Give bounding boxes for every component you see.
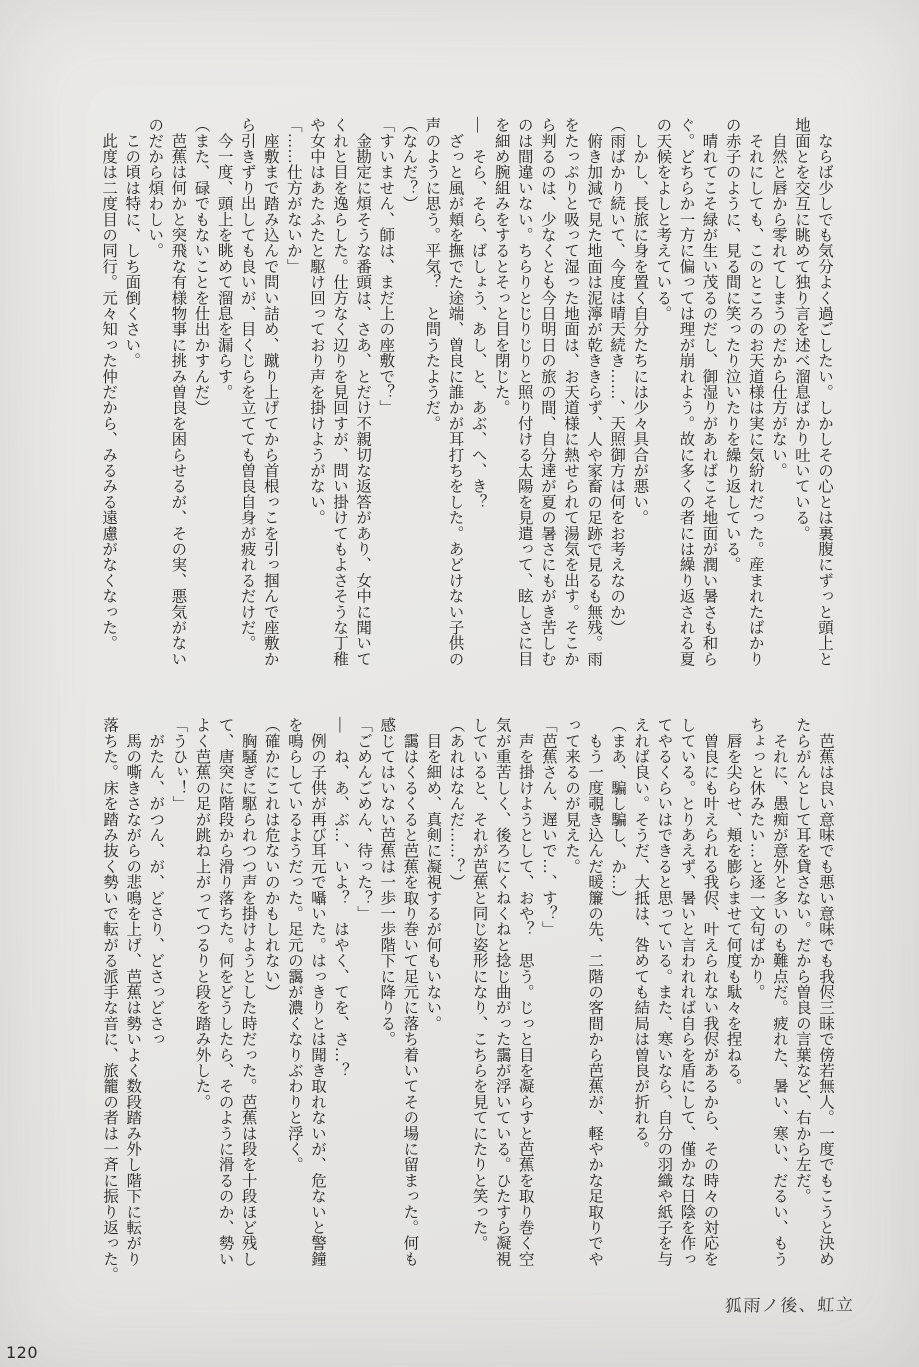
text-line: 「ごめんごめん、待った？」: [355, 717, 373, 922]
text-line: 落ちた。床を踏み抜く勢いで転がる派手な音に、旅籠の者は一斉に振り返った。: [101, 717, 119, 1283]
text-line: や女中はあたふたと駆け回っており声を掛けようがない。: [307, 117, 325, 526]
text-line: 馬の嘶きさながらの悲鳴を上げ、芭蕉は勢いよく数段踏み外し階下に転がり: [124, 717, 142, 1267]
text-line: 俯き加減で見た地面は泥濘が乾ききらず、人や家畜の足跡で見るも無残。雨: [585, 117, 603, 667]
text-line: （まあ、騙し騙し、か…）: [609, 717, 627, 906]
text-line: していると、それが芭蕉と同じ姿形になり、こちらを見てにたりと笑った。: [470, 717, 488, 1251]
text-line: （なんだ？）: [400, 117, 418, 212]
text-line: の赤子のように、見る間に笑ったり泣いたりを繰り返している。: [723, 117, 741, 573]
text-line: 靄はくるくると芭蕉を取り巻いて足元に落ち着いてその場に留まった。何も: [401, 717, 419, 1267]
text-line: って来るのが見えた。: [562, 717, 580, 874]
text-line: よく芭蕉の足が跳ね上がってつるりと段を踏み外した。: [193, 717, 211, 1110]
text-line: 例の子供が再び耳元で囁いた。はっきりとは聞き取れないが、危ないと警鐘: [308, 717, 326, 1267]
text-line: 今一度、頭上を眺めて溜息を漏らす。: [215, 117, 233, 400]
lower-text-block: [85, 717, 837, 1289]
text-line: （確かにこれは危ないのかもしれない）: [262, 717, 280, 1000]
text-line: ならば少しでも気分よく過ごしたい。しかしその心とは裏腹にずっと頭上と: [816, 117, 833, 667]
text-line: 芭蕉は良い意味でも悪い意味でも我侭三昧で傍若無人。一度でもこうと決め: [817, 717, 834, 1267]
text-line: ― ね、あ、ぶ…、いよ？ はやく、てを、さ…？: [332, 717, 350, 1079]
text-line: ― そら、そら、ばしょう、あし、と、あぶ、へ、き？: [469, 117, 487, 510]
text-line: 胸騒ぎに駆られつつ声を掛けようとした時だった。芭蕉は段を十段ほど残し: [239, 717, 257, 1267]
text-line: てやるくらいはできると思っている。また、寒いなら、自分の羽織や紙子を与: [655, 717, 673, 1267]
text-line: （あれはなんだ……？）: [447, 717, 465, 890]
text-line: している。とりあえず、暑いと言われれば自らを盾にして、僅かな日陰を作っ: [678, 717, 696, 1267]
text-line: 目を細め、真剣に凝視するが何もいない。: [424, 717, 442, 1031]
text-line: 声のように思う。平気？ と問うたようだ。: [423, 117, 441, 431]
text-line: 唇を尖らせ、頬を膨らませて何度も駄々を捏ねる。: [724, 717, 742, 1094]
text-line: 晴れてこそ緑が生い茂るのだし、御湿りがあればこそ地面が潤い暑さも和ら: [700, 117, 718, 667]
text-line: たらがんとして耳を貸さない。だから曽良の言葉など、右から左だ。: [793, 717, 811, 1204]
text-line: ぐ。どちらか一方に偏っては理が崩れよう。故に多くの者には繰り返される夏: [677, 117, 695, 667]
text-line: 曽良にも叶えられる我侭、叶えられない我侭があるから、その時々の対応を: [701, 717, 719, 1267]
text-line: 座敷まで踏み込んで問い詰め、蹴り上げてから首根っこを引っ掴んで座敷か: [261, 117, 279, 667]
text-line: ざっと風が頬を撫でた途端、曽良に誰かが耳打ちをした。あどけない子供の: [446, 117, 464, 667]
text-line: もう一度覗き込んだ暖簾の先、二階の客間から芭蕉が、軽やかな足取りでや: [586, 717, 604, 1267]
text-line: 声を掛けようとして、おや？ 思う。じっと目を凝らすと芭蕉を取り巻く空: [516, 717, 534, 1267]
text-line: の天候をよしと考えている。: [654, 117, 672, 322]
text-line: 自然と唇から零れてしまうのだから仕方がない。: [769, 117, 787, 479]
text-line: （また、碌でもないことを仕出かすんだ）: [192, 117, 210, 416]
text-line: それにしても、このところのお天道様は実に気紛れだった。産まれたばかり: [746, 117, 764, 667]
text-line: 芭蕉は何かと突飛な有様物事に挑み曽良を困らせるが、その実、悪気がない: [169, 117, 187, 667]
text-line: 地面とを交互に眺めて独り言を述べ溜息ばかり吐いている。: [792, 117, 810, 541]
text-line: ら判るのは、少なくとも今日明日の旅の間、自分達が夏の暑さにもがき苦しむ: [538, 117, 556, 667]
upper-text-block: [92, 117, 836, 673]
text-line: をたっぷりと吸って湿った地面は、お天道様に熱せられて湯気を出す。そこか: [561, 117, 579, 667]
text-line: ら引きずり出しても良いが、目くじらを立てても曽良自身が疲れるだけだ。: [238, 117, 256, 651]
text-line: を細め腕組みをするとそっと目を閉じた。: [492, 117, 510, 416]
text-line: 「すいません、師は、まだ上の座敷で？」: [377, 117, 395, 416]
chapter-title: 狐雨ノ後、虹立: [724, 1295, 855, 1316]
text-line: 「……仕方がないか」: [284, 117, 302, 274]
text-line: がたん、がつん、が、どさり、どさっどさっ: [147, 717, 165, 1047]
text-line: えれば良い。そうだ、大抵は、咎めても結局は曽良が折れる。: [632, 717, 650, 1157]
text-line: 此度は二度目の同行。元々知った仲だから、みるみる遠慮がなくなった。: [100, 117, 118, 651]
text-line: 「芭蕉さん、遅いで…、す？」: [539, 717, 557, 937]
text-line: て、唐突に階段から滑り落ちた。何をどうしたら、そのように滑るのか、勢い: [216, 717, 234, 1267]
text-line: くれと目を逸らした。仕方なく辺りを見回すが、問い掛けてもよさそうな丁稚: [331, 117, 349, 667]
text-line: しかし、長旅に身を置く自分たちには少々具合が悪い。: [631, 117, 649, 526]
text-line: を鳴らしているようだった。足元の靄が濃くなりぶわりと浮く。: [285, 717, 303, 1173]
page-number: 120: [6, 1343, 39, 1362]
text-line: この頃は特に、しち面倒くさい。: [123, 117, 141, 369]
text-line: （雨ばかり続いて、今度は晴天続き……、天照御方は何をお考えなのか）: [608, 117, 626, 636]
text-line: 「うひぃ！」: [170, 717, 188, 812]
text-line: 金勘定に煩そうな番頭は、さあ、とだけ不親切な返答があり、女中に聞いて: [354, 117, 372, 667]
text-line: のは間違いない。ちらりとじりじりと照り付ける太陽を見遣って、眩しさに目: [515, 117, 533, 667]
text-line: ちょっと休みたい…と逐一文句ばかり。: [747, 717, 765, 1000]
text-line: のだから煩わしい。: [146, 117, 164, 259]
text-line: それに、愚痴が意外と多いのも難点だ。疲れた、暑い、寒い、だるい、もう: [770, 717, 788, 1267]
text-line: 感じてはいない芭蕉は一歩一歩階下に降りる。: [378, 717, 396, 1047]
text-line: 気が重苦しく、後ろにくねくねと捻じ曲がった靄が浮いている。ひたすら凝視: [493, 717, 511, 1267]
